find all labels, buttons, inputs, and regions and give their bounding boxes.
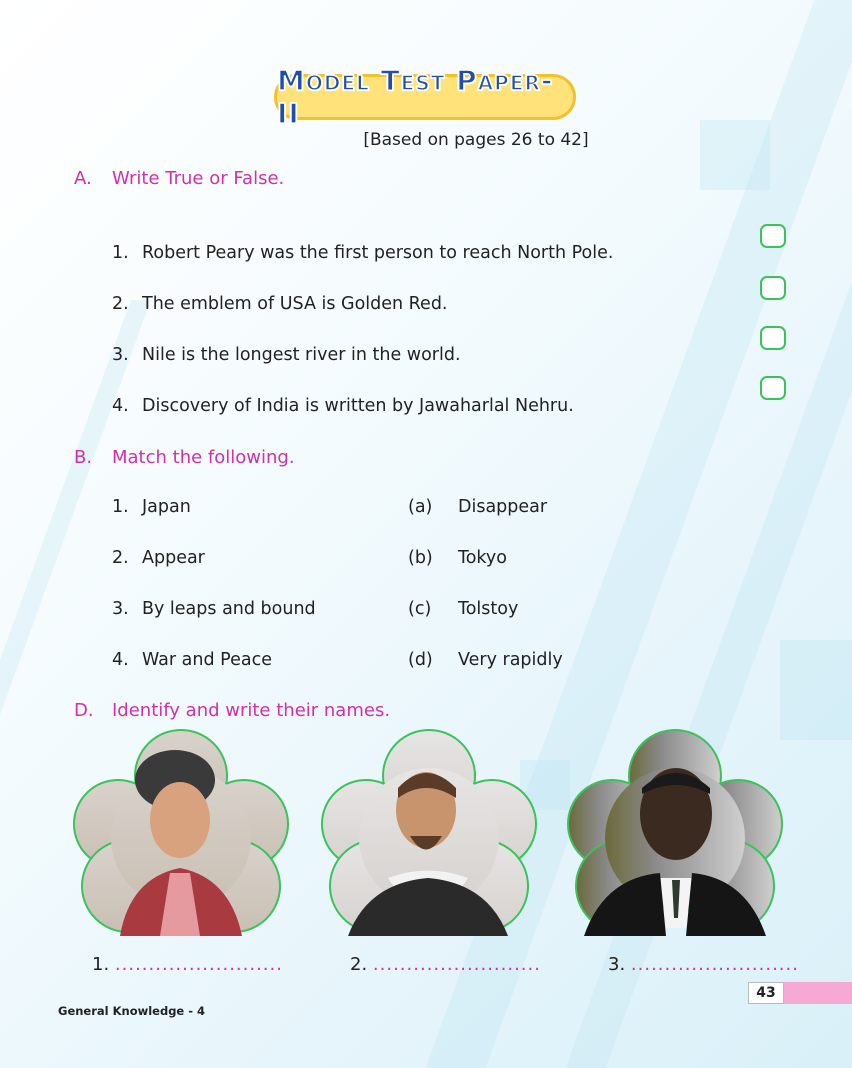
match-option-letter: (d) xyxy=(408,650,433,670)
background-square xyxy=(780,640,852,740)
question-text: Robert Peary was the first person to reach North Pole. xyxy=(142,243,614,263)
caption-3 xyxy=(608,954,799,975)
match-number: 3. xyxy=(112,599,129,619)
true-false-question xyxy=(112,396,574,416)
answer-checkbox-3[interactable] xyxy=(760,326,786,350)
question-text: Discovery of India is written by Jawaharlal Nehru. xyxy=(142,396,574,416)
section-b-letter: B. xyxy=(74,447,93,468)
match-option-letter: (b) xyxy=(408,548,433,568)
page-number: 43 xyxy=(748,982,784,1004)
section-b-title: Match the following. xyxy=(112,447,295,468)
portrait-frame-1 xyxy=(70,728,292,936)
question-number: 3. xyxy=(112,345,129,365)
match-left-item xyxy=(112,497,191,517)
title-banner xyxy=(274,64,576,130)
match-left-item xyxy=(112,650,272,670)
answer-blank-2[interactable]: ......................... xyxy=(372,954,541,975)
portrait-frame-3 xyxy=(564,728,786,936)
section-a-title: Write True or False. xyxy=(112,168,285,189)
caption-1 xyxy=(92,954,283,975)
section-d-letter: D. xyxy=(74,700,94,721)
match-left-text: Japan xyxy=(142,497,191,517)
question-text: Nile is the longest river in the world. xyxy=(142,345,461,365)
caption-number: 2. xyxy=(350,954,368,975)
caption-number: 1. xyxy=(92,954,110,975)
match-right-text: Tokyo xyxy=(458,548,507,568)
match-right-text: Disappear xyxy=(458,497,548,517)
answer-checkbox-2[interactable] xyxy=(760,276,786,300)
portrait-frame-2 xyxy=(318,728,540,936)
match-number: 4. xyxy=(112,650,129,670)
true-false-question xyxy=(112,243,613,263)
match-number: 1. xyxy=(112,497,129,517)
answer-checkbox-1[interactable] xyxy=(760,224,786,248)
page-title: Model Test Paper-II xyxy=(277,64,554,130)
book-title-footer: General Knowledge - 4 xyxy=(58,1004,206,1018)
section-d-title: Identify and write their names. xyxy=(112,700,391,721)
caption-number: 3. xyxy=(608,954,626,975)
question-number: 2. xyxy=(112,294,129,314)
match-left-item xyxy=(112,548,205,568)
match-left-text: Appear xyxy=(142,548,205,568)
match-left-item xyxy=(112,599,316,619)
match-right-text: Tolstoy xyxy=(458,599,519,619)
true-false-question xyxy=(112,294,448,314)
match-number: 2. xyxy=(112,548,129,568)
answer-blank-3[interactable]: ......................... xyxy=(630,954,799,975)
answer-checkbox-4[interactable] xyxy=(760,376,786,400)
section-a-letter: A. xyxy=(74,168,92,189)
question-number: 4. xyxy=(112,396,129,416)
match-right-text: Very rapidly xyxy=(458,650,563,670)
match-option-letter: (a) xyxy=(408,497,433,517)
match-option-letter: (c) xyxy=(408,599,432,619)
match-left-text: War and Peace xyxy=(142,650,272,670)
caption-2 xyxy=(350,954,541,975)
question-text: The emblem of USA is Golden Red. xyxy=(142,294,448,314)
match-left-text: By leaps and bound xyxy=(142,599,316,619)
question-number: 1. xyxy=(112,243,129,263)
page-subtitle: [Based on pages 26 to 42] xyxy=(363,130,589,150)
true-false-question xyxy=(112,345,461,365)
answer-blank-1[interactable]: ......................... xyxy=(114,954,283,975)
